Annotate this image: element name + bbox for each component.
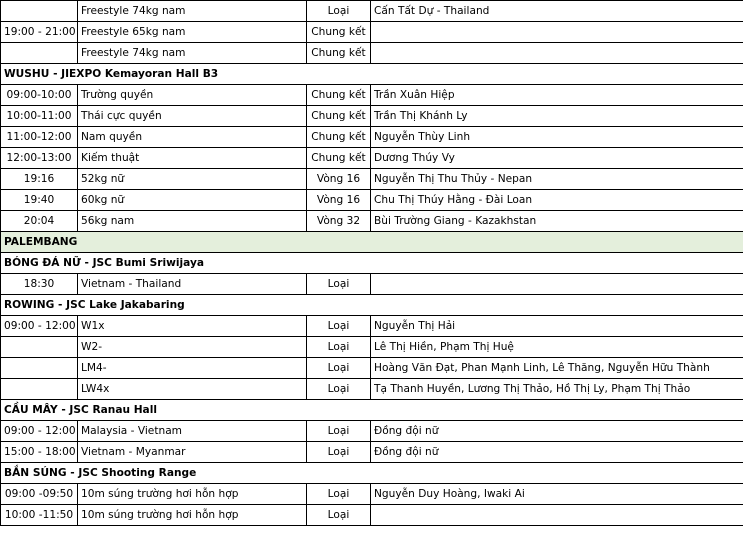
round-cell: Loại <box>307 1 371 22</box>
section-title: CẦU MÂY - JSC Ranau Hall <box>1 400 743 421</box>
event-cell: LW4x <box>78 379 307 400</box>
event-cell: Freestyle 74kg nam <box>78 43 307 64</box>
round-cell: Chung kết <box>307 127 371 148</box>
round-cell: Chung kết <box>307 106 371 127</box>
event-cell: 10m súng trường hơi hỗn hợp <box>78 505 307 526</box>
schedule-row <box>1 211 743 232</box>
schedule-row <box>1 274 743 295</box>
event-cell: W2- <box>78 337 307 358</box>
time-cell: 19:00 - 21:00 <box>1 22 78 43</box>
event-cell: Nam quyền <box>78 127 307 148</box>
athletes-cell: Đồng đội nữ <box>371 442 743 463</box>
time-cell <box>1 1 78 22</box>
section-header-row <box>1 400 743 421</box>
round-cell: Vòng 16 <box>307 190 371 211</box>
schedule-row <box>1 484 743 505</box>
time-cell <box>1 337 78 358</box>
schedule-row <box>1 169 743 190</box>
round-cell: Loại <box>307 358 371 379</box>
section-title: BÓNG ĐÁ NỮ - JSC Bumi Sriwijaya <box>1 253 743 274</box>
event-cell: Kiếm thuật <box>78 148 307 169</box>
athletes-cell: Hoàng Văn Đạt, Phan Mạnh Linh, Lê Thăng, Nguyễn Hữu Thành <box>371 358 743 379</box>
schedule-row <box>1 43 743 64</box>
athletes-cell <box>371 22 743 43</box>
schedule-row <box>1 22 743 43</box>
athletes-cell: Dương Thúy Vy <box>371 148 743 169</box>
round-cell: Loại <box>307 484 371 505</box>
time-cell: 19:40 <box>1 190 78 211</box>
schedule-row <box>1 316 743 337</box>
round-cell: Loại <box>307 274 371 295</box>
time-cell: 10:00-11:00 <box>1 106 78 127</box>
time-cell <box>1 379 78 400</box>
round-cell: Loại <box>307 442 371 463</box>
schedule-row <box>1 421 743 442</box>
event-cell: 56kg nam <box>78 211 307 232</box>
region-title: PALEMBANG <box>1 232 743 253</box>
schedule-row <box>1 148 743 169</box>
schedule-row <box>1 505 743 526</box>
schedule-row <box>1 127 743 148</box>
time-cell: 12:00-13:00 <box>1 148 78 169</box>
time-cell: 09:00 - 12:00 <box>1 421 78 442</box>
athletes-cell: Nguyễn Duy Hoàng, Iwaki Ai <box>371 484 743 505</box>
event-cell: Vietnam - Myanmar <box>78 442 307 463</box>
section-title: BẮN SÚNG - JSC Shooting Range <box>1 463 743 484</box>
event-cell: Trường quyền <box>78 85 307 106</box>
round-cell: Chung kết <box>307 85 371 106</box>
event-cell: Freestyle 74kg nam <box>78 1 307 22</box>
schedule-row <box>1 190 743 211</box>
event-cell: Malaysia - Vietnam <box>78 421 307 442</box>
event-cell: Freestyle 65kg nam <box>78 22 307 43</box>
athletes-cell <box>371 505 743 526</box>
time-cell: 11:00-12:00 <box>1 127 78 148</box>
round-cell: Loại <box>307 505 371 526</box>
round-cell: Vòng 16 <box>307 169 371 190</box>
section-header-row <box>1 295 743 316</box>
schedule-body <box>1 1 743 526</box>
athletes-cell: Trần Xuân Hiệp <box>371 85 743 106</box>
section-title: WUSHU - JIEXPO Kemayoran Hall B3 <box>1 64 743 85</box>
athletes-cell <box>371 43 743 64</box>
schedule-row <box>1 85 743 106</box>
time-cell: 10:00 -11:50 <box>1 505 78 526</box>
event-cell: Vietnam - Thailand <box>78 274 307 295</box>
time-cell <box>1 358 78 379</box>
round-cell: Loại <box>307 421 371 442</box>
round-cell: Loại <box>307 337 371 358</box>
schedule-row <box>1 337 743 358</box>
section-header-row <box>1 253 743 274</box>
athletes-cell: Nguyễn Thị Hải <box>371 316 743 337</box>
time-cell: 09:00 -09:50 <box>1 484 78 505</box>
time-cell: 09:00 - 12:00 <box>1 316 78 337</box>
round-cell: Chung kết <box>307 22 371 43</box>
athletes-cell: Bùi Trường Giang - Kazakhstan <box>371 211 743 232</box>
schedule-row <box>1 358 743 379</box>
section-header-row <box>1 64 743 85</box>
time-cell: 20:04 <box>1 211 78 232</box>
athletes-cell: Cấn Tất Dự - Thailand <box>371 1 743 22</box>
round-cell: Loại <box>307 316 371 337</box>
time-cell: 19:16 <box>1 169 78 190</box>
athletes-cell: Tạ Thanh Huyền, Lương Thị Thảo, Hồ Thị Ly, Phạm Thị Thảo <box>371 379 743 400</box>
event-cell: Thái cực quyền <box>78 106 307 127</box>
event-cell: 10m súng trường hơi hỗn hợp <box>78 484 307 505</box>
athletes-cell: Nguyễn Thị Thu Thủy - Nepan <box>371 169 743 190</box>
athletes-cell: Đồng đội nữ <box>371 421 743 442</box>
athletes-cell: Nguyễn Thùy Linh <box>371 127 743 148</box>
region-header-row <box>1 232 743 253</box>
event-cell: W1x <box>78 316 307 337</box>
time-cell: 15:00 - 18:00 <box>1 442 78 463</box>
time-cell <box>1 43 78 64</box>
event-cell: 60kg nữ <box>78 190 307 211</box>
round-cell: Loại <box>307 379 371 400</box>
athletes-cell <box>371 274 743 295</box>
time-cell: 18:30 <box>1 274 78 295</box>
event-cell: LM4- <box>78 358 307 379</box>
schedule-row <box>1 379 743 400</box>
schedule-row <box>1 1 743 22</box>
time-cell: 09:00-10:00 <box>1 85 78 106</box>
athletes-cell: Lê Thị Hiền, Phạm Thị Huệ <box>371 337 743 358</box>
round-cell: Vòng 32 <box>307 211 371 232</box>
round-cell: Chung kết <box>307 43 371 64</box>
round-cell: Chung kết <box>307 148 371 169</box>
event-cell: 52kg nữ <box>78 169 307 190</box>
athletes-cell: Chu Thị Thúy Hằng - Đài Loan <box>371 190 743 211</box>
section-header-row <box>1 463 743 484</box>
athletes-cell: Trần Thị Khánh Ly <box>371 106 743 127</box>
section-title: ROWING - JSC Lake Jakabaring <box>1 295 743 316</box>
schedule-row <box>1 442 743 463</box>
schedule-row <box>1 106 743 127</box>
